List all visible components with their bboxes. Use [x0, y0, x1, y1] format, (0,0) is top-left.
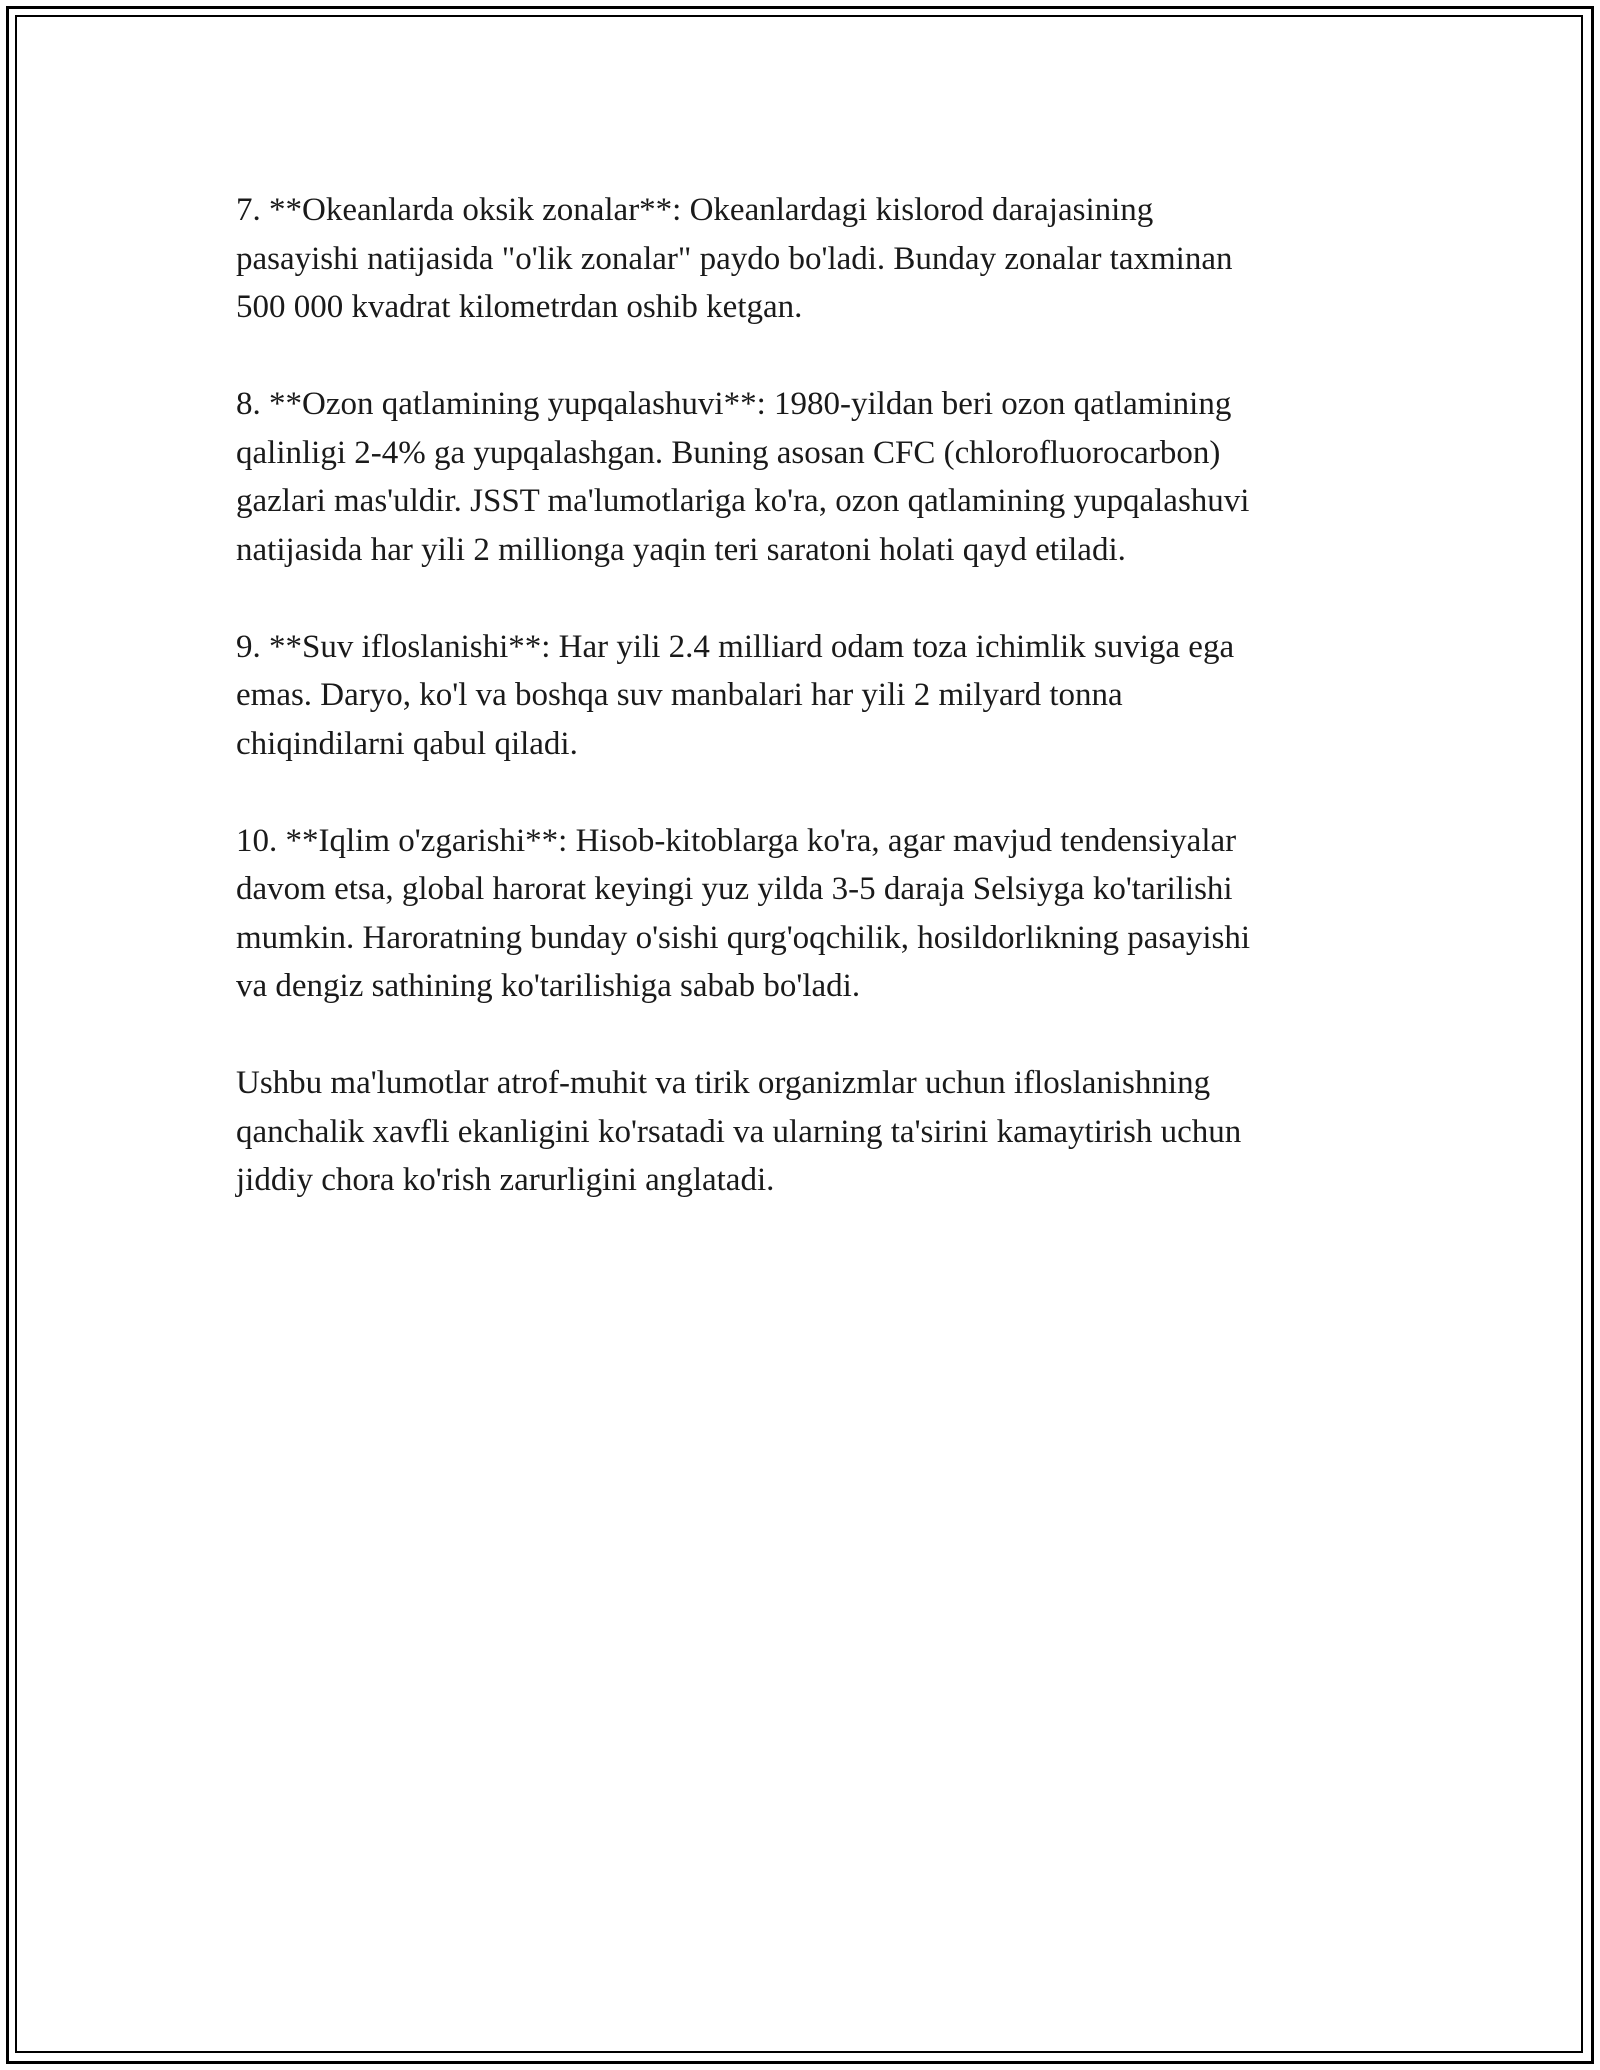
- paragraph-climate-change: 10. **Iqlim o'zgarishi**: Hisob-kitoblarga ko'ra, agar mavjud tendensiyalar davom etsa, global harorat keyingi yuz yilda 3-5 daraja Selsiyga ko'tarilishi mumkin. Haroratning bunday o'sishi qurg'oqchilik, hosildorlikning pasayishi va dengiz sathining ko'tarilishiga sabab bo'ladi.: [236, 822, 1251, 1004]
- paragraph-conclusion: Ushbu ma'lumotlar atrof-muhit va tirik organizmlar uchun ifloslanishning qanchalik xavfli ekanligini ko'rsatadi va ularning ta'sirini kamaytirish uchun jiddiy chora ko'rish zarurligini anglatadi.: [236, 1065, 1242, 1198]
- paragraph-water-pollution: 9. **Suv ifloslanishi**: Har yili 2.4 milliard odam toza ichimlik suviga ega emas. Daryo, ko'l va boshqa suv manbalari har yili 2 milyard tonna chiqindilarni qabul qiladi.: [236, 628, 1235, 762]
- paragraph-ozone-layer: 8. **Ozon qatlamining yupqalashuvi**: 1980-yildan beri ozon qatlamining qalinligi 2-4% ga yupqalashgan. Buning asosan CFC (chlorofluorocarbon) gazlari mas'uldir. JSST ma'lumotlariga ko'ra, ozon qatlamining yupqalashuvi natijasida har yili 2 millionga yaqin teri saratoni holati qayd etiladi.: [236, 386, 1250, 568]
- document-body: [236, 186, 1386, 1253]
- paragraph-oxygen-zones: 7. **Okeanlarda oksik zonalar**: Okeanlardagi kislorod darajasining pasayishi natijasida "o'lik zonalar" paydo bo'ladi. Bunday zonalar taxminan 500 000 kvadrat kilometrdan oshib ketgan.: [236, 192, 1233, 325]
